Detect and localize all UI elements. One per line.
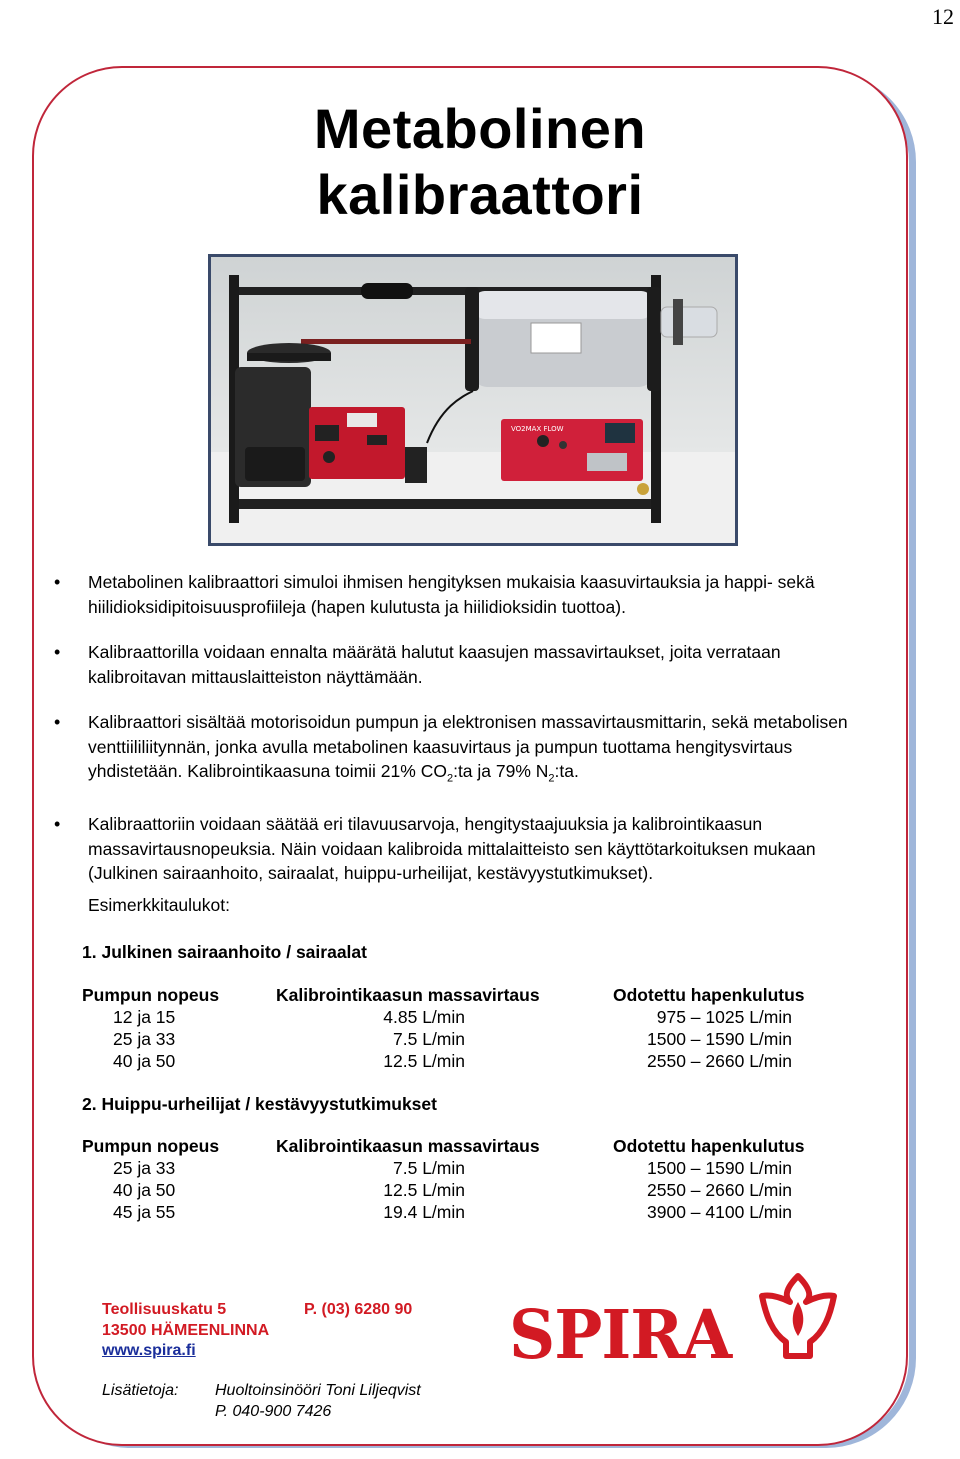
bullet-item-2 (88, 640, 858, 689)
table-cell: 4.85 L/min (383, 1007, 465, 1027)
table-cell: 2550 – 2660 L/min (647, 1180, 792, 1200)
table-row (82, 1050, 842, 1072)
table-cell: 12.5 L/min (383, 1051, 465, 1071)
column-header: Kalibrointikaasun massavirtaus (276, 985, 540, 1005)
column-header: Pumpun nopeus (82, 985, 220, 1005)
column-header: Kalibrointikaasun massavirtaus (276, 1136, 540, 1156)
more-info-contact (215, 1380, 421, 1422)
street-address: Teollisuuskatu 5 (102, 1301, 227, 1318)
title-line-2: kalibraattori (316, 163, 644, 226)
phone-number: P. (03) 6280 90 (304, 1301, 413, 1318)
table-header-row (82, 1135, 842, 1157)
table-cell: 2550 – 2660 L/min (647, 1051, 792, 1071)
column-header: Pumpun nopeus (82, 1136, 220, 1156)
panel-label: VO2MAX FLOW (511, 425, 564, 433)
table-cell: 12 ja 15 (113, 1007, 176, 1027)
table-cell: 975 – 1025 L/min (656, 1007, 792, 1027)
spira-logo-text: SPIRA (509, 1296, 732, 1375)
bullet-text: • Kalibraattorilla voidaan ennalta määrätä halutut kaasujen massavirtaukset, joita verrataan kalibroitavan mittauslaitteiston näyttämään. (88, 642, 781, 687)
table-cell: 40 ja 50 (113, 1051, 176, 1071)
table-1 (82, 984, 842, 1072)
examples-label: Esimerkkitaulukot: (88, 895, 230, 915)
column-header: Odotettu hapenkulutus (613, 1136, 805, 1156)
calibrator-illustration (211, 257, 735, 543)
table-cell: 1500 – 1590 L/min (647, 1158, 792, 1178)
table-cell: 45 ja 55 (113, 1202, 176, 1222)
bullet-text-mid: :ta ja 79% N (453, 761, 549, 781)
subscript: 2 (446, 772, 454, 785)
contact-phone: P. 040-900 7426 (215, 1403, 332, 1420)
column-header: Odotettu hapenkulutus (613, 985, 805, 1005)
subscript: 2 (548, 772, 555, 785)
bullet-text: Kalibraattori sisältää motorisoidun pumpun ja elektronisen massavirtausmittarin, sekä metabolisen venttiililiitynnän, jonka avulla metabolinen kaasuvirtaus ja pumpun tuottama hengitysvirtaus yhdistetään. Kalibrointikaasuna toimii 21% CO (88, 712, 848, 781)
bullet-item-3 (88, 710, 858, 791)
website-link[interactable]: www.spira.fi (102, 1342, 196, 1359)
table-cell: 1500 – 1590 L/min (647, 1029, 792, 1049)
table-cell: 7.5 L/min (393, 1158, 465, 1178)
bullet-text: • Kalibraattoriin voidaan säätää eri tilavuusarvoja, hengitystaajuuksia ja kalibrointikaasun massavirtausnopeuksia. Näin voidaan kalibroida mittalaitteisto sen käyttötarkoituksen mukaan (Julkinen sairaanhoito, sairaalat, huippu-urheilijat, kestävyystutkimukset). (88, 814, 816, 883)
title-line-1: Metabolinen (313, 97, 647, 160)
table-cell: 3900 – 4100 L/min (647, 1202, 792, 1222)
tulip-logo-icon (756, 1272, 840, 1364)
table-row (82, 1028, 842, 1050)
bullet-item-1 (88, 570, 858, 619)
page-title (0, 96, 960, 228)
table-2-title: 2. Huippu-urheilijat / kestävyystutkimukset (82, 1094, 437, 1114)
bullet-list (88, 570, 858, 907)
table-cell: 25 ja 33 (113, 1158, 176, 1178)
table-row (82, 1006, 842, 1028)
bullet-text: • Metabolinen kalibraattori simuloi ihmisen hengityksen mukaisia kaasuvirtauksia ja happi- sekä hiilidioksidipitoisuusprofiileja (hapen kulutusta ja hiilidioksidin tuottoa). (88, 572, 815, 617)
table-cell: 25 ja 33 (113, 1029, 176, 1049)
page-number: 12 (932, 4, 954, 29)
table-row (82, 1201, 842, 1223)
city-address: 13500 HÄMEENLINNA (102, 1321, 270, 1339)
address-block (102, 1300, 269, 1362)
table-row (82, 1157, 842, 1179)
contact-person: Huoltoinsinööri Toni Liljeqvist (215, 1382, 421, 1399)
device-photo (208, 254, 738, 546)
table-cell: 12.5 L/min (383, 1180, 465, 1200)
bullet-text-composite (88, 710, 858, 791)
table-cell: 19.4 L/min (383, 1202, 465, 1222)
table-1-title: 1. Julkinen sairaanhoito / sairaalat (82, 942, 367, 962)
table-cell: 40 ja 50 (113, 1180, 176, 1200)
table-2 (82, 1135, 842, 1223)
more-info-label: Lisätietoja: (102, 1382, 179, 1399)
bullet-text-end: :ta. (554, 761, 579, 781)
bullet-item-4 (88, 812, 858, 886)
table-header-row (82, 984, 842, 1006)
table-cell: 7.5 L/min (393, 1029, 465, 1049)
table-row (82, 1179, 842, 1201)
